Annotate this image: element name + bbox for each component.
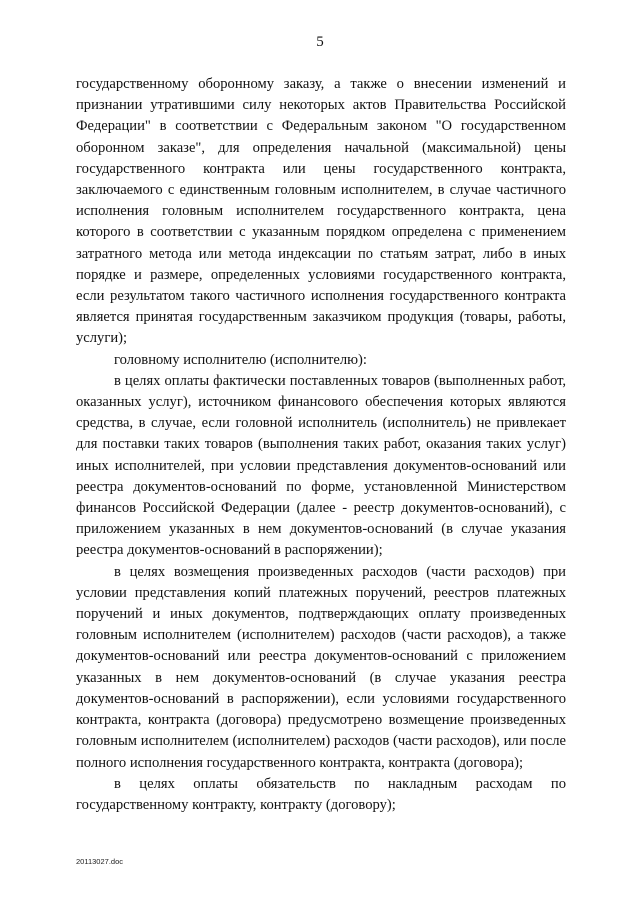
paragraph-continuation: государственному оборонному заказу, а также о внесении изменений и признании утратившими силу некоторых актов Правительства Российской Федерации" в соответствии с Федеральным законом "О государственном оборонном заказе", для определения начальной (максимальной) цены государственного контракта или цены государственного контракта, заключаемого с единственным головным исполнителем, в случае частичного исполнения головным исполнителем государственного контракта, цена которого в соответствии с указанным порядком определена с применением затратного метода или метода индексации по статьям затрат, либо в иных порядке и размере, определенных условиями государственного контракта, если результатом такого частичного исполнения государственного контракта является принятая государственным заказчиком продукция (товары, работы, услуги); [76,76,566,347]
document-body [76,74,566,816]
paragraph-expense-reimbursement: в целях возмещения произведенных расходов (части расходов) при условии представления копий платежных поручений, реестров платежных поручений и иных документов, подтверждающих оплату произведенных головным исполнителем (исполнителем) расходов (части расходов), а также документов-оснований или реестра документов-оснований с приложением указанных в нем документов-оснований (в случае указания реестра документов-оснований в распоряжении), если условиями государственного контракта, контракта (договора) предусмотрено возмещение произведенных головным исполнителем (исполнителем) расходов (части расходов), или после полного исполнения государственного контракта, контракта (договора); [76,563,566,771]
footer-file-code: 20113027.doc [76,857,123,866]
page-number: 5 [316,34,324,50]
paragraph-goods-payment: в целях оплаты фактически поставленных товаров (выполненных работ, оказанных услуг), источником финансового обеспечения которых являются средства, в случае, если головной исполнитель (исполнитель) не привлекает для поставки таких товаров (выполнения таких работ, оказания таких услуг) иных исполнителей, при условии представления документов-оснований или реестра документов-оснований по форме, установленной Министерством финансов Российской Федерации (далее - реестр документов-оснований), с приложением указанных в нем документов-оснований (в случае указания реестра документов-оснований в распоряжении); [76,372,566,559]
paragraph-overhead-payment: в целях оплаты обязательств по накладным расходам по государственному контракту, контракту (договору); [76,775,566,813]
paragraph-head-executor: головному исполнителю (исполнителю): [114,351,367,368]
